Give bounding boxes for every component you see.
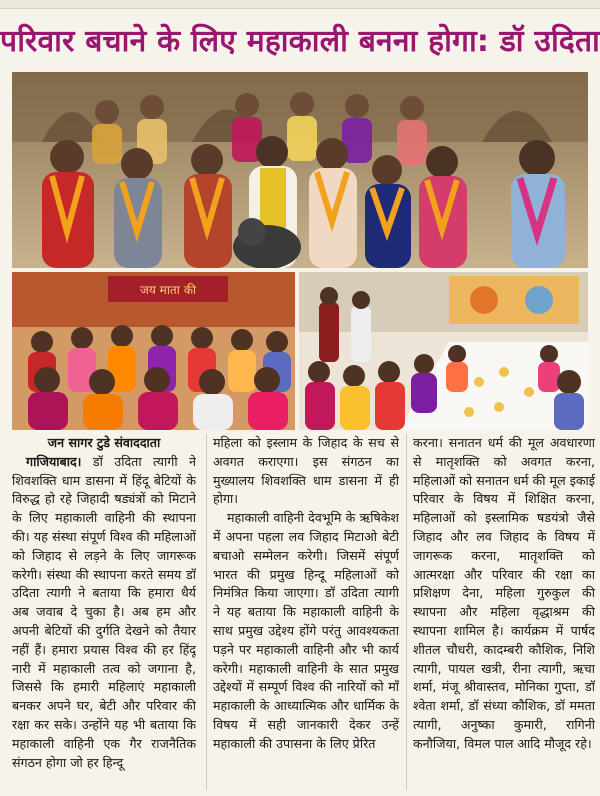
byline: जन सागर टुडे संवाददाता <box>47 435 161 450</box>
gathering-photo-left <box>12 272 295 430</box>
article-text-col1: डॉ उदिता त्यागी ने शिवशक्ति धाम डासना में हिंदू बेटियों के विरुद्ध हो रहे जिहादी षड्यंत्रों को मिटाने के लिए महाकाली वाहिनी की स्थापना की। यह संस्था संपूर्ण विश्व की महिलाओं को जिहाद से लड़ने के लिए जागरूक करेगी। संस्था की स्थापना करते समय डॉ उदिता त्यागी ने बताया कि हमारा धैर्य अब जवाब दे चुका है। अब हम और अपनी बेटियों की दुर्गति देखने को तैयार नहीं हैं। हमारा प्रयास विश्व की हर हिंदू नारी में महाकाली तत्व को जगाना है, जिससे कि हमारी महिलाएं महाकाली बनकर अपने घर, बेटी और परिवार की रक्षा कर सके। उन्होंने यह भी बताया कि महाकाली वाहिनी एक गैर राजनैतिक संगठन होगा जो हर हिन्दू <box>12 453 196 770</box>
article-paragraph-2a: महिला को इस्लाम के जिहाद के सच से अवगत कराएगा। इस संगठन का मुख्यालय शिवशक्ति धाम डासना में ही होगा। <box>213 435 399 507</box>
page-top-strip <box>0 0 600 9</box>
gathering-photo-right <box>299 272 588 430</box>
article-column-2 <box>206 434 399 790</box>
article-paragraph-1 <box>12 453 196 773</box>
article-paragraph-3: करना। सनातन धर्म की मूल अवधारणा से मातृशक्ति को अवगत करना, महिलाओं को सनातन धर्म की मूल इकाई परिवार के विषय में शिक्षित करना, महिलाओं को इस्लामिक षडयंत्रो जैसे जिहाद और लव जिहाद के विषय में जागरूक करना, मातृशक्ति को आत्मरक्षा और परिवार की रक्षा का प्रशिक्षण देना, महिला गुरुकुल की स्थापना और महिला वृद्धाश्रम की स्थापना शामिल है। कार्यक्रम में पार्षद शीतल चौधरी, कादम्बरी कौशिक, निशि त्यागी, पायल खत्री, रीना त्यागी, ऋचा शर्मा, मंजू श्रीवास्तव, मोनिका गुप्ता, डॉ श्वेता शर्मा, डॉ संध्या कौशिक, डॉ ममता त्यागी, अनुष्का कुमारी, रागिनी कनौजिया, विमल पाल आदि मौजूद रहे। <box>413 435 595 751</box>
group-photo-top <box>12 72 588 268</box>
gathering-right-illustration <box>299 272 588 430</box>
gathering-left-illustration <box>12 272 295 430</box>
headline: परिवार बचाने के लिए महाकाली बनना होगा: डॉ उदिता <box>0 23 600 59</box>
dateline: गाजियाबाद। <box>26 453 82 469</box>
article-paragraph-2b: महाकाली वाहिनी देवभूमि के ऋषिकेश में अपना पहला लव जिहाद मिटाओ बेटी बचाओ सम्मेलन करेगी। जिसमें संपूर्ण भारत की प्रमुख हिन्दू महिलाओं को निमंत्रित किया जाएगा। डॉ उदिता त्यागी ने यह बताया कि महाकाली वाहिनी के साथ प्रमुख उद्देश्य होंगे परंतु आवश्यकता पड़ने पर महाकाली वाहिनी और भी कार्य करेगी। महाकाली वाहिनी के सात प्रमुख उद्देश्यों में सम्पूर्ण विश्व की नारियों को माँ महाकाली के आध्यात्मिक और धार्मिक के विषय में सही जानकारी देकर उन्हें महाकाली की उपासना के लिए प्रेरित <box>213 510 399 751</box>
article-column-1 <box>12 434 196 790</box>
group-photo-illustration <box>12 72 588 268</box>
article-column-3 <box>406 434 595 790</box>
banner-text: जय माता की <box>139 283 197 297</box>
